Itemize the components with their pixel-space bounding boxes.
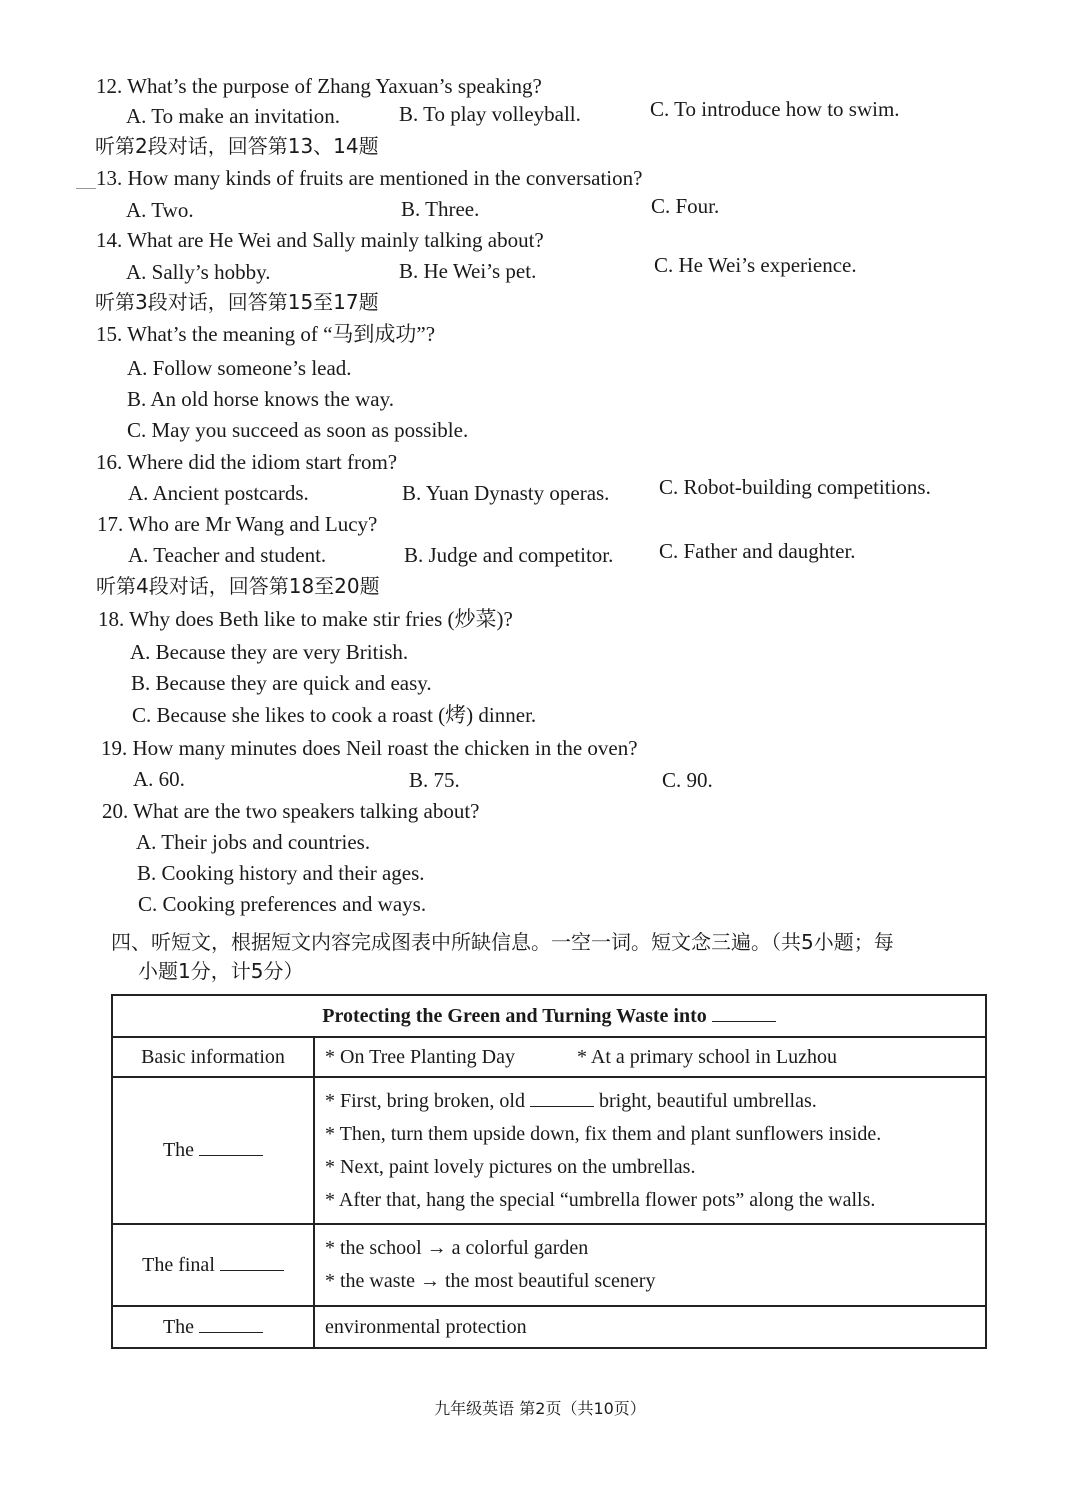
section-4-instruction: 听第4段对话，回答第18至20题 bbox=[96, 574, 380, 598]
last-label: The bbox=[162, 1315, 195, 1338]
q14-option-a: A. Sally’s hobby. bbox=[126, 260, 271, 284]
q19-option-b: B. 75. bbox=[409, 768, 460, 792]
blank-3[interactable] bbox=[530, 1090, 594, 1107]
info-chart-table bbox=[111, 994, 987, 1349]
q16-option-c: C. Robot-building competitions. bbox=[659, 475, 931, 499]
q12-option-a: A. To make an invitation. bbox=[126, 104, 340, 128]
step-4: * After that, hang the special “umbrella flower pots” along the walls. bbox=[325, 1188, 876, 1211]
q18-option-a: A. Because they are very British. bbox=[130, 640, 409, 664]
table-row bbox=[112, 1077, 986, 1224]
q13-option-c: C. Four. bbox=[651, 194, 720, 218]
q13-option-b: B. Three. bbox=[401, 197, 480, 221]
basic-info-day: * On Tree Planting Day bbox=[325, 1045, 515, 1068]
q20-option-b: B. Cooking history and their ages. bbox=[137, 861, 425, 885]
table-title bbox=[112, 995, 986, 1037]
q17-option-b: B. Judge and competitor. bbox=[404, 543, 614, 567]
last-value: environmental protection bbox=[314, 1306, 986, 1348]
q19-option-a: A. 60. bbox=[133, 767, 185, 791]
blank-2[interactable] bbox=[199, 1139, 263, 1156]
q12-option-b: B. To play volleyball. bbox=[399, 102, 581, 126]
q14-option-b: B. He Wei’s pet. bbox=[399, 259, 537, 283]
table-title-text: Protecting the Green and Turning Waste into bbox=[322, 1004, 707, 1027]
step-2: * Then, turn them upside down, fix them and plant sunflowers inside. bbox=[325, 1122, 882, 1145]
section-3-instruction: 听第3段对话，回答第15至17题 bbox=[95, 290, 379, 314]
q18-option-c: C. Because she likes to cook a roast (烤) dinner. bbox=[132, 703, 537, 727]
q16-option-b: B. Yuan Dynasty operas. bbox=[402, 481, 610, 505]
q16-option-a: A. Ancient postcards. bbox=[128, 481, 309, 505]
blank-4[interactable] bbox=[220, 1254, 284, 1271]
step-1 bbox=[325, 1085, 975, 1118]
part-4-heading-cont: 小题1分，计5分） bbox=[138, 959, 304, 983]
question-14: 14. What are He Wei and Sally mainly talking about? bbox=[96, 228, 544, 252]
question-19: 19. How many minutes does Neil roast the chicken in the oven? bbox=[101, 736, 638, 760]
q20-option-c: C. Cooking preferences and ways. bbox=[138, 892, 427, 916]
margin-mark bbox=[76, 188, 96, 189]
step-3: * Next, paint lovely pictures on the umbrellas. bbox=[325, 1155, 696, 1178]
step-1-text-a: * First, bring broken, old bbox=[325, 1089, 525, 1112]
part-4-heading: 四、听短文，根据短文内容完成图表中所缺信息。一空一词。短文念三遍。（共5小题；每 bbox=[111, 930, 894, 954]
table-row bbox=[112, 1306, 986, 1348]
q15-option-c: C. May you succeed as soon as possible. bbox=[127, 418, 469, 442]
q15-option-b: B. An old horse knows the way. bbox=[127, 387, 394, 411]
q17-option-a: A. Teacher and student. bbox=[128, 543, 327, 567]
final-cell bbox=[314, 1224, 986, 1306]
blank-1[interactable] bbox=[712, 1005, 776, 1022]
q15-option-a: A. Follow someone’s lead. bbox=[127, 356, 352, 380]
step-1-text-b: bright, beautiful umbrellas. bbox=[599, 1089, 817, 1112]
q20-option-a: A. Their jobs and countries. bbox=[136, 830, 371, 854]
q12-option-c: C. To introduce how to swim. bbox=[650, 97, 900, 121]
question-15: 15. What’s the meaning of “马到成功”? bbox=[96, 322, 436, 346]
final-item-2: * the waste → the most beautiful scenery bbox=[325, 1270, 656, 1292]
table-title-row bbox=[112, 995, 986, 1037]
q19-option-c: C. 90. bbox=[662, 768, 713, 792]
question-17: 17. Who are Mr Wang and Lucy? bbox=[97, 512, 378, 536]
last-label-cell bbox=[112, 1306, 314, 1348]
final-item-1: * the school → a colorful garden bbox=[325, 1237, 589, 1259]
question-13: 13. How many kinds of fruits are mentioned in the conversation? bbox=[96, 166, 643, 190]
question-20: 20. What are the two speakers talking about? bbox=[102, 799, 480, 823]
q17-option-c: C. Father and daughter. bbox=[659, 539, 856, 563]
steps-label: The bbox=[162, 1139, 195, 1161]
basic-info-place: * At a primary school in Luzhou bbox=[577, 1045, 837, 1068]
page-footer: 九年级英语 第2页（共10页） bbox=[434, 1399, 646, 1418]
final-label-cell bbox=[112, 1224, 314, 1306]
blank-5[interactable] bbox=[199, 1316, 263, 1333]
steps-label-cell bbox=[112, 1077, 314, 1224]
q14-option-c: C. He Wei’s experience. bbox=[654, 253, 857, 277]
q18-option-b: B. Because they are quick and easy. bbox=[131, 671, 432, 695]
final-label: The final bbox=[142, 1253, 215, 1276]
table-row bbox=[112, 1224, 986, 1306]
steps-cell bbox=[314, 1077, 986, 1224]
question-16: 16. Where did the idiom start from? bbox=[96, 450, 398, 474]
q13-option-a: A. Two. bbox=[126, 198, 194, 222]
question-18: 18. Why does Beth like to make stir fries (炒菜)? bbox=[98, 607, 513, 631]
section-2-instruction: 听第2段对话，回答第13、14题 bbox=[95, 134, 379, 158]
table-row bbox=[112, 1037, 986, 1077]
basic-info-label: Basic information bbox=[112, 1037, 314, 1077]
question-12: 12. What’s the purpose of Zhang Yaxuan’s speaking? bbox=[96, 74, 542, 98]
basic-info-value bbox=[314, 1037, 986, 1077]
